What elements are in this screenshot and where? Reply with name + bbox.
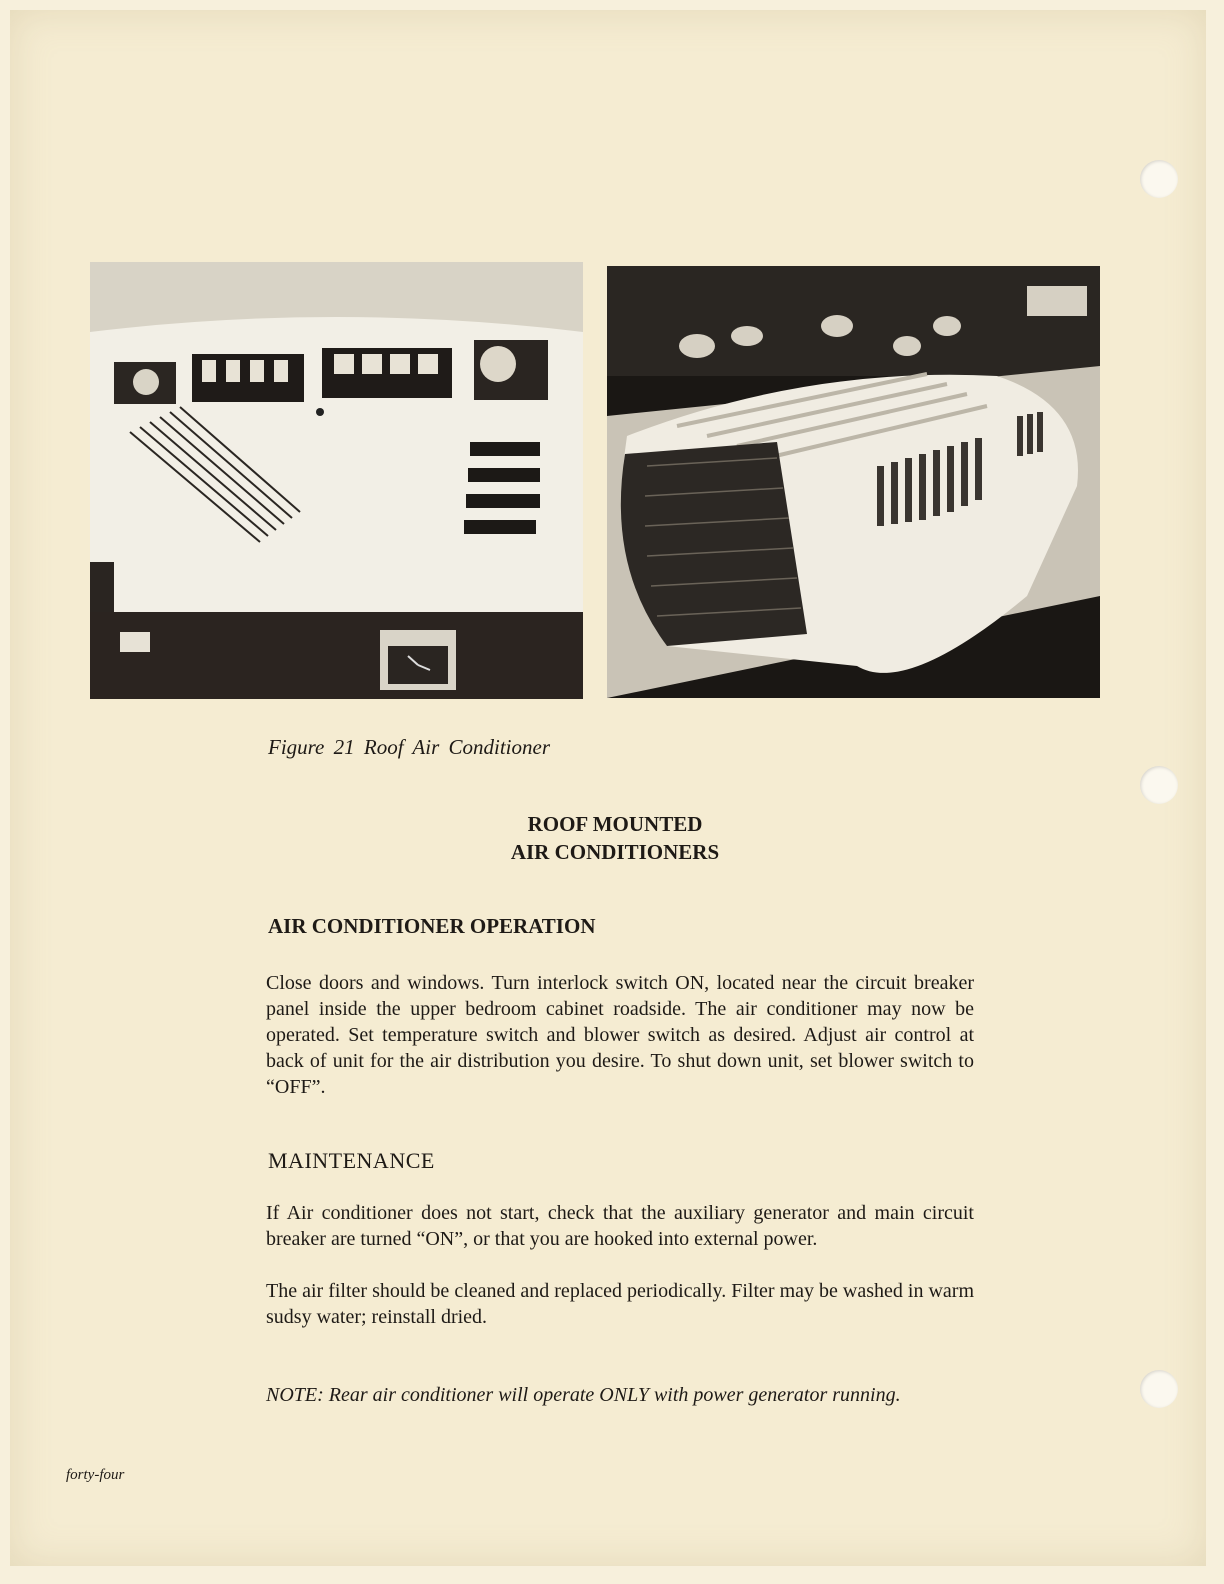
document-page [10,10,1206,1566]
figure-photo-left [90,262,583,699]
section-title-line2: AIR CONDITIONERS [510,840,720,864]
punch-hole-top [1140,160,1178,198]
punch-hole-middle [1140,766,1178,804]
figure-photo-right [607,266,1100,698]
note-text: NOTE: Rear air conditioner will operate ONLY with power generator running. [266,1384,901,1406]
section-title-line1: ROOF MOUNTED [527,812,703,836]
page-number: forty-four [66,1467,125,1483]
section-title [450,810,780,866]
roof-unit-image [607,266,1100,698]
figure-caption: Figure 21 Roof Air Conditioner [268,735,550,759]
maintenance-paragraph-2: The air filter should be cleaned and replaced periodically. Filter may be washed in warm sudsy water; reinstall dried. [266,1280,974,1328]
operation-heading: AIR CONDITIONER OPERATION [268,914,596,938]
punch-hole-bottom [1140,1370,1178,1408]
operation-paragraph: Close doors and windows. Turn interlock switch ON, located near the circuit breaker panel inside the upper bedroom cabinet roadside. The air conditioner may now be operated. Set temperature switch and blower switch as desired. Adjust air control at back of unit for the air distribution you desire. To shut down unit, set blower switch to “OFF”. [266,972,974,1098]
maintenance-paragraph-1: If Air conditioner does not start, check that the auxiliary generator and main circuit breaker are turned “ON”, or that you are hooked into external power. [266,1202,974,1250]
ceiling-panel-image [90,262,583,699]
maintenance-heading: MAINTENANCE [268,1148,435,1173]
